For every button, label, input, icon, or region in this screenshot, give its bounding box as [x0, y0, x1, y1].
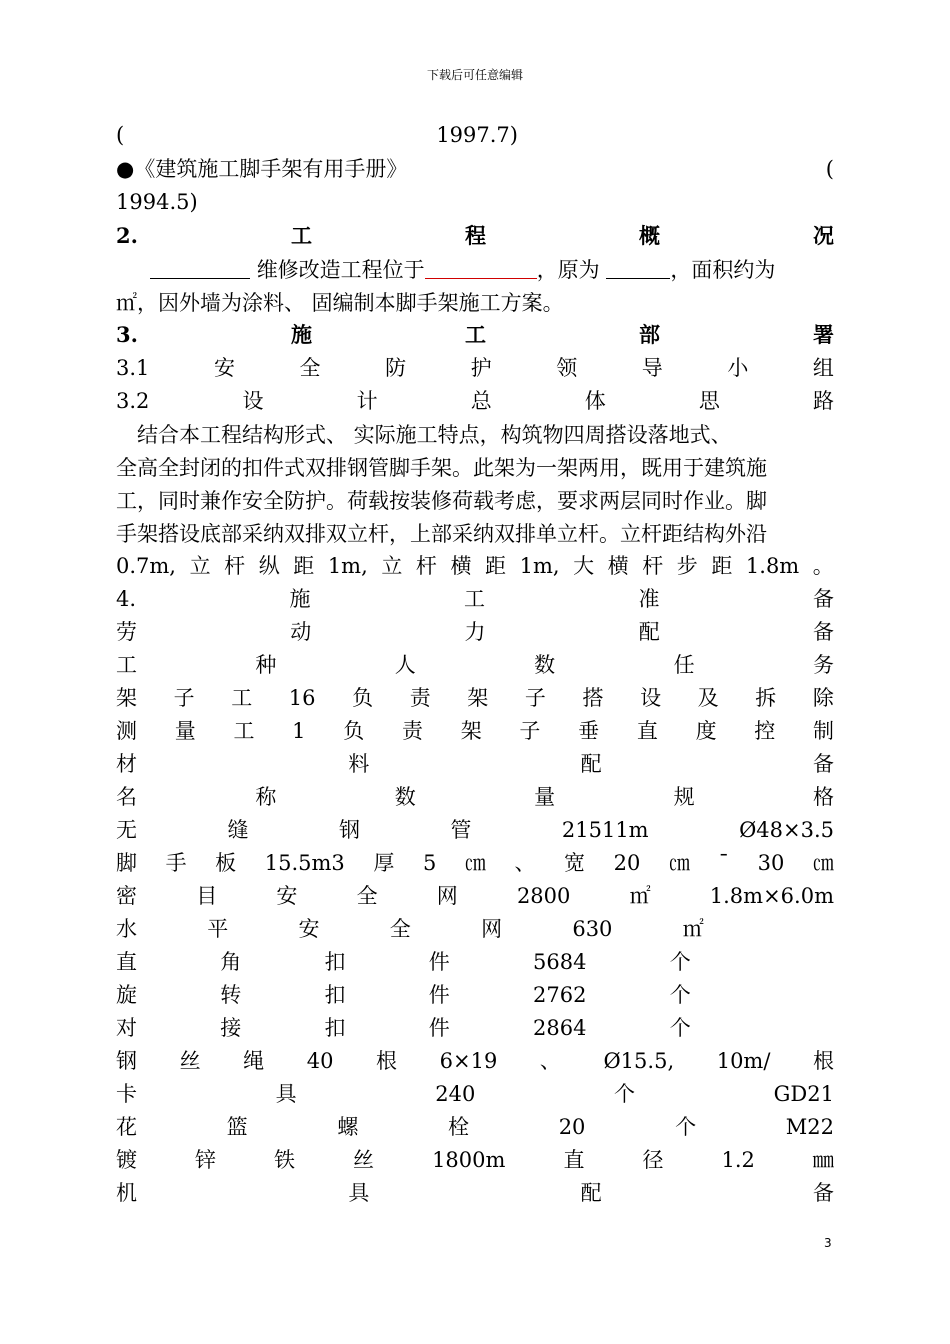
blank-location	[425, 256, 537, 279]
text-fragment: 工	[231, 686, 253, 710]
text-fragment: ㎝	[464, 851, 486, 875]
text-fragment: 旋	[116, 983, 137, 1007]
text-fragment: 度	[695, 719, 717, 743]
text-fragment: 防	[385, 356, 407, 380]
text-fragment: 配	[580, 752, 602, 776]
text-fragment: 备	[813, 620, 834, 644]
text-fragment: 步	[676, 554, 698, 578]
overview-line-2: ㎡，因外墙为涂料、 固编制本脚手架施工方案。	[116, 291, 564, 315]
text-fragment: 篮	[226, 1115, 248, 1139]
text-fragment: 数	[394, 785, 416, 809]
labor-row	[116, 716, 834, 746]
text-fragment: 量	[534, 785, 556, 809]
text-fragment: 15.5m3	[264, 851, 345, 875]
text-fragment: 量	[174, 719, 196, 743]
text-fragment: 根	[376, 1049, 398, 1073]
text-fragment: 10m/	[716, 1049, 771, 1073]
text-fragment: 3.1	[116, 356, 150, 380]
text-fragment: ，面积约为	[670, 258, 776, 282]
text-fragment: 宽	[564, 851, 586, 875]
text-fragment: (	[825, 157, 834, 181]
text-fragment: 40	[306, 1049, 334, 1073]
text-fragment: 1.8m×6.0m	[709, 884, 834, 908]
text-fragment: 径	[642, 1148, 664, 1172]
labor-title	[116, 617, 834, 647]
text-fragment: 花	[116, 1115, 137, 1139]
text-fragment: 5684	[533, 950, 587, 974]
text-fragment: 1.8m	[745, 554, 800, 578]
text-fragment: 根	[813, 1049, 834, 1073]
text-fragment: 1	[292, 719, 306, 743]
text-fragment: 架	[116, 686, 137, 710]
text-fragment: 水	[116, 917, 137, 941]
text-fragment: 缝	[227, 818, 249, 842]
text-fragment: 对	[116, 1016, 137, 1040]
text-fragment: 直	[636, 719, 658, 743]
text-fragment: 横	[607, 554, 629, 578]
text-fragment: 件	[428, 983, 450, 1007]
material-row	[116, 1046, 834, 1076]
text-fragment: 责	[401, 719, 423, 743]
text-fragment: 体	[584, 389, 606, 413]
paragraph-line: 结合本工程结构形式、 实际施工特点，构筑物四周搭设落地式、	[116, 423, 732, 447]
text-fragment: 机	[116, 1181, 137, 1205]
text-fragment: 16	[288, 686, 316, 710]
reference-line-3	[116, 187, 834, 217]
text-fragment: 除	[812, 686, 834, 710]
text-fragment: 施	[289, 587, 311, 611]
text-fragment: 力	[464, 620, 486, 644]
text-fragment: 负	[343, 719, 365, 743]
text-fragment: 数	[534, 653, 556, 677]
text-fragment: 导	[641, 356, 663, 380]
text-fragment: 准	[638, 587, 660, 611]
text-fragment: 手	[165, 851, 187, 875]
text-fragment: 栓	[448, 1115, 470, 1139]
text-fragment: 。	[812, 554, 834, 578]
text-fragment: 测	[116, 719, 137, 743]
text-fragment: 总	[470, 389, 492, 413]
text-fragment: 脚	[116, 851, 137, 875]
text-fragment: 具	[348, 1181, 370, 1205]
text-fragment: 动	[290, 620, 312, 644]
material-row	[116, 947, 834, 977]
paragraph-line: 工，同时兼作安全防护。荷载按装修荷载考虑，要求两层同时作业。脚	[116, 489, 767, 513]
text-fragment: 扣	[324, 983, 346, 1007]
text-fragment: 架	[460, 719, 482, 743]
material-header	[116, 782, 834, 812]
text-fragment: 网	[481, 917, 503, 941]
text-fragment: 20	[613, 851, 641, 875]
reference-line-1	[116, 120, 834, 150]
text-fragment: 距	[293, 554, 315, 578]
text-fragment: 直	[116, 950, 137, 974]
material-title	[116, 749, 834, 779]
text-fragment: 板	[215, 851, 237, 875]
text-fragment: 控	[754, 719, 776, 743]
text-fragment: 架	[467, 686, 489, 710]
text-fragment: 件	[428, 950, 450, 974]
text-fragment: 铁	[274, 1148, 296, 1172]
reference-line-2	[116, 154, 834, 184]
text-fragment: 1997.7)	[436, 123, 518, 147]
text-fragment: 个	[614, 1082, 636, 1106]
text-fragment: 630	[572, 917, 613, 941]
material-row	[116, 1145, 834, 1175]
text-fragment: 1.2	[721, 1148, 755, 1172]
text-fragment: 杆	[224, 554, 246, 578]
reference-title: ●《建筑施工脚手架有用手册》	[116, 157, 408, 181]
text-fragment: 距	[711, 554, 733, 578]
text-fragment: 2800	[516, 884, 571, 908]
text-fragment: 20	[558, 1115, 586, 1139]
text-fragment: 丝	[179, 1049, 201, 1073]
paragraph-line: 手架搭设底部采纳双排双立杆，上部采纳双排单立杆。立杆距结构外沿	[116, 522, 767, 546]
text-fragment: 平	[207, 917, 229, 941]
text-fragment: 负	[352, 686, 374, 710]
text-fragment: 及	[697, 686, 719, 710]
text-fragment: 工	[233, 719, 255, 743]
text-fragment: 护	[470, 356, 492, 380]
text-fragment: 拆	[755, 686, 777, 710]
text-fragment: ㎝	[812, 851, 834, 875]
text-fragment: 钢	[116, 1049, 137, 1073]
material-row	[116, 1079, 834, 1109]
text-fragment: 任	[673, 653, 695, 677]
text-fragment: 目	[196, 884, 218, 908]
text-fragment: 全	[389, 917, 411, 941]
subsection-3-1	[116, 353, 834, 383]
text-fragment: 全	[299, 356, 321, 380]
text-fragment: 立	[189, 554, 211, 578]
text-fragment: 1m,	[327, 554, 368, 578]
text-fragment: 1m,	[519, 554, 560, 578]
text-fragment: 厚	[373, 851, 395, 875]
text-fragment: 领	[556, 356, 578, 380]
text-fragment: 240	[435, 1082, 476, 1106]
heading-char: 施	[290, 322, 312, 347]
text-fragment: 设	[640, 686, 662, 710]
text-fragment: 无	[116, 818, 137, 842]
heading-char: 部	[638, 322, 660, 347]
text-fragment: 劳	[116, 620, 137, 644]
text-fragment: 名	[116, 785, 137, 809]
text-fragment: 小	[727, 356, 749, 380]
text-fragment: ¯	[718, 851, 730, 875]
text-fragment: 角	[220, 950, 242, 974]
text-fragment: 组	[812, 356, 834, 380]
material-row	[116, 980, 834, 1010]
labor-row	[116, 683, 834, 713]
text-fragment: 杆	[642, 554, 664, 578]
text-fragment: 接	[220, 1016, 242, 1040]
text-fragment: ㎡	[682, 917, 704, 941]
text-fragment: 安	[298, 917, 320, 941]
text-fragment: 个	[675, 1115, 697, 1139]
material-row	[116, 914, 834, 944]
text-fragment: 立	[381, 554, 403, 578]
text-fragment: 21511m	[561, 818, 649, 842]
text-fragment: 30	[757, 851, 785, 875]
text-fragment: 纵	[258, 554, 280, 578]
text-fragment: 密	[116, 884, 137, 908]
text-fragment: 全	[356, 884, 378, 908]
text-fragment: 直	[563, 1148, 585, 1172]
heading-char: 程	[464, 223, 486, 248]
text-fragment: 距	[485, 554, 507, 578]
text-fragment: 计	[356, 389, 378, 413]
text-fragment: 工	[464, 587, 486, 611]
page-number: 3	[824, 1236, 832, 1250]
text-fragment: 称	[255, 785, 277, 809]
text-fragment: 2762	[533, 983, 587, 1007]
blank-original	[606, 256, 670, 279]
section-heading-2	[116, 221, 834, 251]
text-fragment: 材	[116, 752, 137, 776]
text-fragment: 2864	[533, 1016, 587, 1040]
text-fragment: 备	[812, 587, 834, 611]
text-fragment: 件	[428, 1016, 450, 1040]
text-fragment: 格	[812, 785, 834, 809]
text-fragment: (	[116, 123, 125, 147]
text-fragment: 5	[422, 851, 437, 875]
heading-char: 工	[290, 223, 312, 248]
text-fragment: ㎡	[629, 884, 651, 908]
heading-number: 2.	[116, 223, 138, 248]
text-fragment: 备	[812, 752, 834, 776]
text-fragment: 子	[519, 719, 541, 743]
text-fragment: 子	[173, 686, 195, 710]
text-fragment: 4.	[116, 587, 137, 611]
heading-number: 3.	[116, 322, 138, 347]
text-fragment: 搭	[582, 686, 604, 710]
text-fragment: ㎜	[812, 1148, 834, 1172]
text-fragment: 扣	[324, 950, 346, 974]
text-fragment: 规	[673, 785, 695, 809]
material-row	[116, 815, 834, 845]
text-fragment: 1800m	[432, 1148, 506, 1172]
text-fragment: 、	[514, 851, 536, 875]
text-fragment: 安	[276, 884, 298, 908]
text-fragment: 个	[669, 950, 691, 974]
text-fragment: 设	[242, 389, 264, 413]
section-heading-4	[116, 584, 834, 614]
text-fragment: 维修改造工程位于	[256, 258, 425, 282]
text-fragment: 0.7m,	[116, 554, 176, 578]
labor-header	[116, 650, 834, 680]
text-fragment: 责	[409, 686, 431, 710]
text-fragment: ㎝	[668, 851, 690, 875]
text-fragment: 工	[116, 653, 137, 677]
subsection-3-2	[116, 386, 834, 416]
text-fragment: 横	[450, 554, 472, 578]
text-fragment: 丝	[353, 1148, 375, 1172]
text-fragment: 垂	[578, 719, 600, 743]
text-fragment: 备	[812, 1181, 834, 1205]
overview-line-1	[116, 254, 834, 287]
text-fragment: 杆	[415, 554, 437, 578]
text-fragment: Ø15.5,	[603, 1049, 675, 1073]
material-row	[116, 881, 834, 911]
page-header: 下载后可任意编辑	[426, 68, 523, 82]
heading-char: 概	[638, 223, 660, 248]
text-fragment: 转	[220, 983, 242, 1007]
text-fragment: 绳	[243, 1049, 265, 1073]
text-fragment: 个	[669, 1016, 691, 1040]
text-fragment: 锌	[195, 1148, 217, 1172]
material-row	[116, 1013, 834, 1043]
paragraph-line: 全高全封闭的扣件式双排钢管脚手架。此架为一架两用，既用于建筑施	[116, 456, 767, 480]
text-fragment: 扣	[324, 1016, 346, 1040]
text-fragment: GD21	[773, 1082, 834, 1106]
material-row	[116, 848, 834, 878]
machine-title	[116, 1178, 834, 1208]
text-fragment: 子	[524, 686, 546, 710]
dimension-line	[116, 551, 834, 581]
text-fragment: 具	[275, 1082, 297, 1106]
text-fragment: ，原为	[536, 258, 600, 282]
text-fragment: Ø48×3.5	[739, 818, 834, 842]
text-fragment: 镀	[116, 1148, 137, 1172]
text-fragment: 卡	[116, 1082, 137, 1106]
text-fragment: 大	[573, 554, 595, 578]
text-fragment: 管	[450, 818, 472, 842]
text-fragment: M22	[785, 1115, 834, 1139]
text-fragment: 、	[539, 1049, 561, 1073]
text-fragment: 个	[669, 983, 691, 1007]
text-fragment: 1994.5)	[116, 190, 198, 214]
text-fragment: 制	[813, 719, 834, 743]
heading-char: 况	[813, 223, 834, 248]
material-row	[116, 1112, 834, 1142]
heading-char: 工	[464, 322, 486, 347]
text-fragment: 思	[698, 389, 720, 413]
text-fragment: 务	[812, 653, 834, 677]
heading-char: 署	[813, 322, 834, 347]
text-fragment: 种	[255, 653, 277, 677]
section-heading-3	[116, 320, 834, 350]
text-fragment: 螺	[337, 1115, 359, 1139]
text-fragment: 路	[812, 389, 834, 413]
text-fragment: 配	[580, 1181, 602, 1205]
text-fragment: 3.2	[116, 389, 150, 413]
blank-project-name	[150, 256, 250, 279]
text-fragment: 人	[394, 653, 416, 677]
text-fragment: 钢	[338, 818, 360, 842]
text-fragment: 配	[638, 620, 660, 644]
text-fragment: 网	[436, 884, 458, 908]
text-fragment: 料	[348, 752, 370, 776]
text-fragment: 6×19	[439, 1049, 498, 1073]
text-fragment: 安	[213, 356, 235, 380]
